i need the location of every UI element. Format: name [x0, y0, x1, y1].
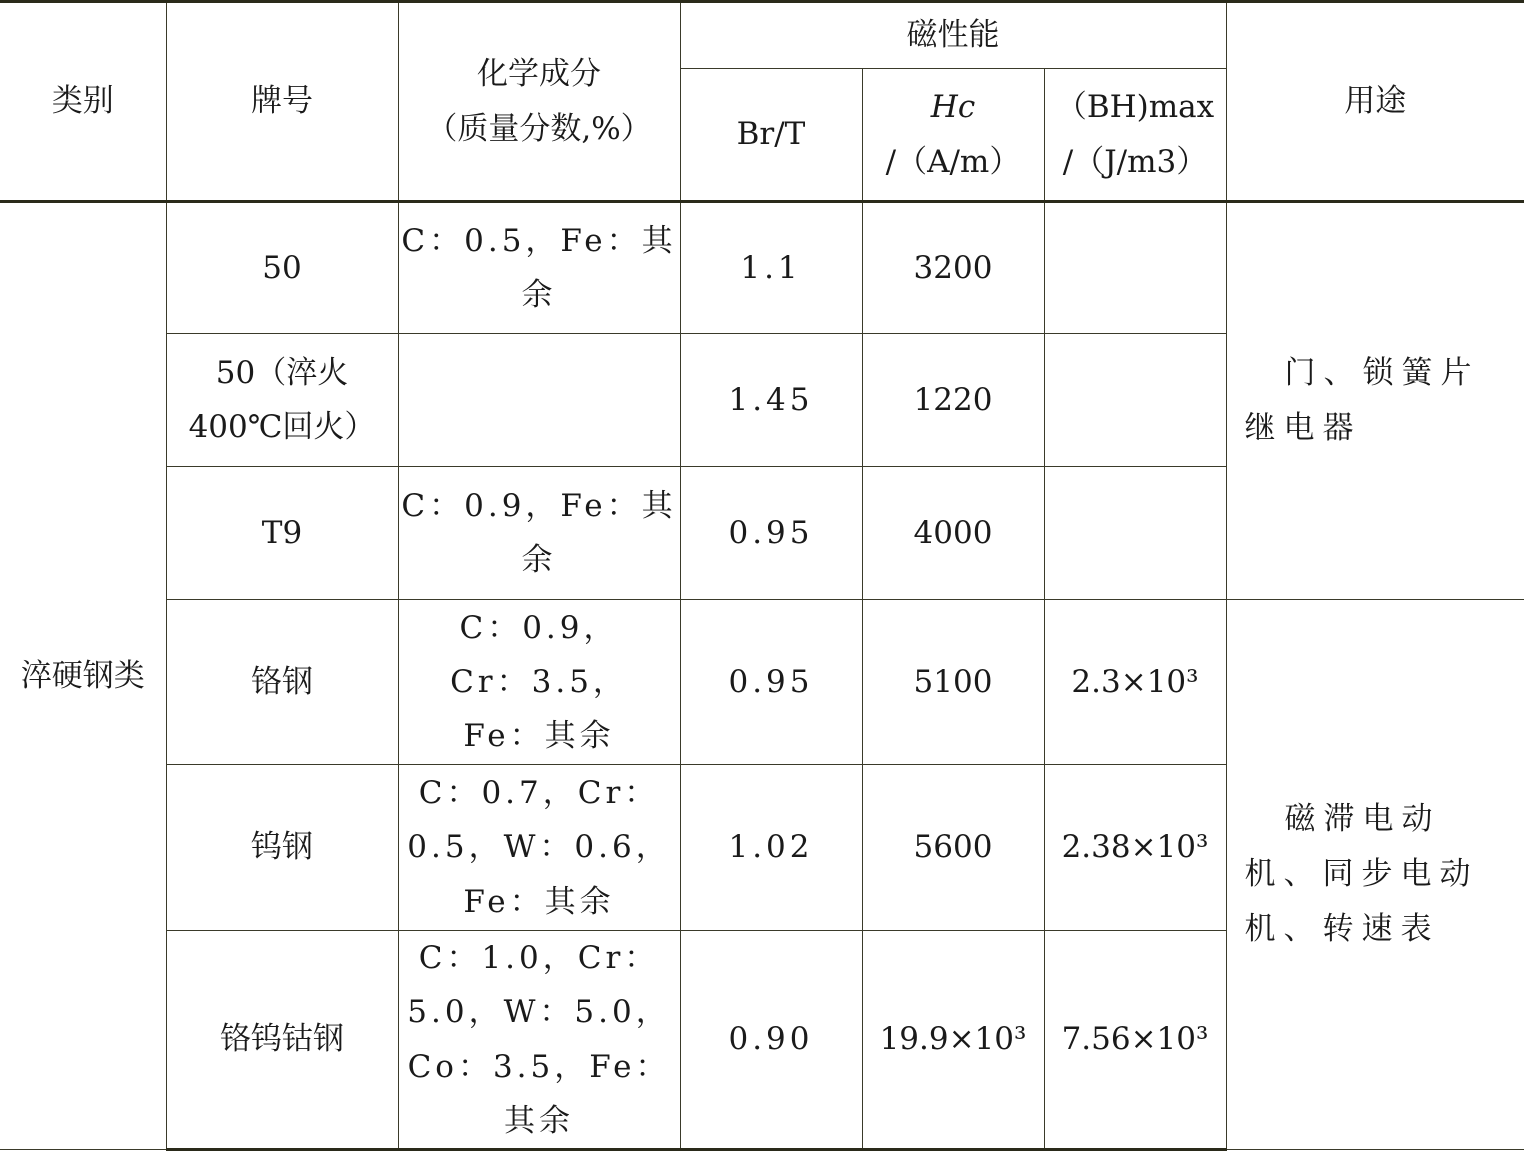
category-cell	[0, 202, 166, 1150]
composition-cell: C：0.5，Fe：其余	[398, 202, 680, 334]
composition-cell	[398, 334, 680, 467]
bh-cell: 7.56×10³	[1044, 931, 1226, 1150]
header-magnetic	[680, 2, 1226, 69]
hc-cell: 5600	[862, 765, 1044, 931]
br-cell: 0.90	[680, 931, 862, 1150]
header-br-label: Br/T	[736, 116, 806, 153]
header-bh-unit: /（J/m3）	[1062, 143, 1208, 180]
table-row	[0, 202, 1524, 334]
bh-cell	[1044, 467, 1226, 600]
composition-cell: C：0.9，Cr：3.5，Fe：其余	[398, 600, 680, 765]
usage-cell	[1226, 600, 1524, 1150]
header-category	[0, 2, 166, 202]
br-cell: 0.95	[680, 600, 862, 765]
br-cell: 1.1	[680, 202, 862, 334]
header-hc-unit: /（A/m）	[885, 143, 1021, 180]
header-bh	[1044, 69, 1226, 202]
composition-cell: C：0.7，Cr：0.5，W：0.6，Fe：其余	[398, 765, 680, 931]
hc-cell: 19.9×10³	[862, 931, 1044, 1150]
grade-cell: 50	[166, 202, 398, 334]
usage-cell	[1226, 202, 1524, 600]
hc-cell: 3200	[862, 202, 1044, 334]
br-cell: 0.95	[680, 467, 862, 600]
br-cell: 1.02	[680, 765, 862, 931]
bh-cell: 2.38×10³	[1044, 765, 1226, 931]
bh-cell	[1044, 202, 1226, 334]
grade-cell: 铬钨钴钢	[166, 931, 398, 1150]
header-hc	[862, 69, 1044, 202]
header-br	[680, 69, 862, 202]
table-row	[0, 600, 1524, 765]
composition-cell: C：1.0，Cr：5.0，W：5.0，Co：3.5，Fe：其余	[398, 931, 680, 1150]
hc-cell: 5100	[862, 600, 1044, 765]
header-composition-line2: （质量分数,%）	[426, 110, 652, 147]
header-category-label: 类别	[51, 83, 114, 120]
header-usage	[1226, 2, 1524, 202]
header-usage-label: 用途	[1344, 83, 1407, 120]
header-composition-line1: 化学成分	[477, 56, 601, 93]
hc-cell: 4000	[862, 467, 1044, 600]
header-composition	[398, 2, 680, 202]
grade-cell: T9	[166, 467, 398, 600]
header-grade	[166, 2, 398, 202]
br-cell: 1.45	[680, 334, 862, 467]
grade-cell: 50（淬火400℃回火）	[166, 334, 398, 467]
composition-cell: C：0.9，Fe：其余	[398, 467, 680, 600]
grade-cell: 铬钢	[166, 600, 398, 765]
usage-text: 磁滞电动机、同步电动机、转速表	[1244, 800, 1479, 948]
usage-text: 门、锁簧片继电器	[1244, 354, 1480, 446]
header-hc-symbol: Hc	[930, 89, 976, 126]
bh-cell: 2.3×10³	[1044, 600, 1226, 765]
grade-cell: 钨钢	[166, 765, 398, 931]
hc-cell: 1220	[862, 334, 1044, 467]
bh-cell	[1044, 334, 1226, 467]
header-magnetic-label: 磁性能	[906, 17, 1000, 54]
header-bh-symbol: （BH)max	[1055, 89, 1215, 126]
header-grade-label: 牌号	[251, 83, 313, 120]
category-value: 淬硬钢类	[20, 657, 145, 694]
